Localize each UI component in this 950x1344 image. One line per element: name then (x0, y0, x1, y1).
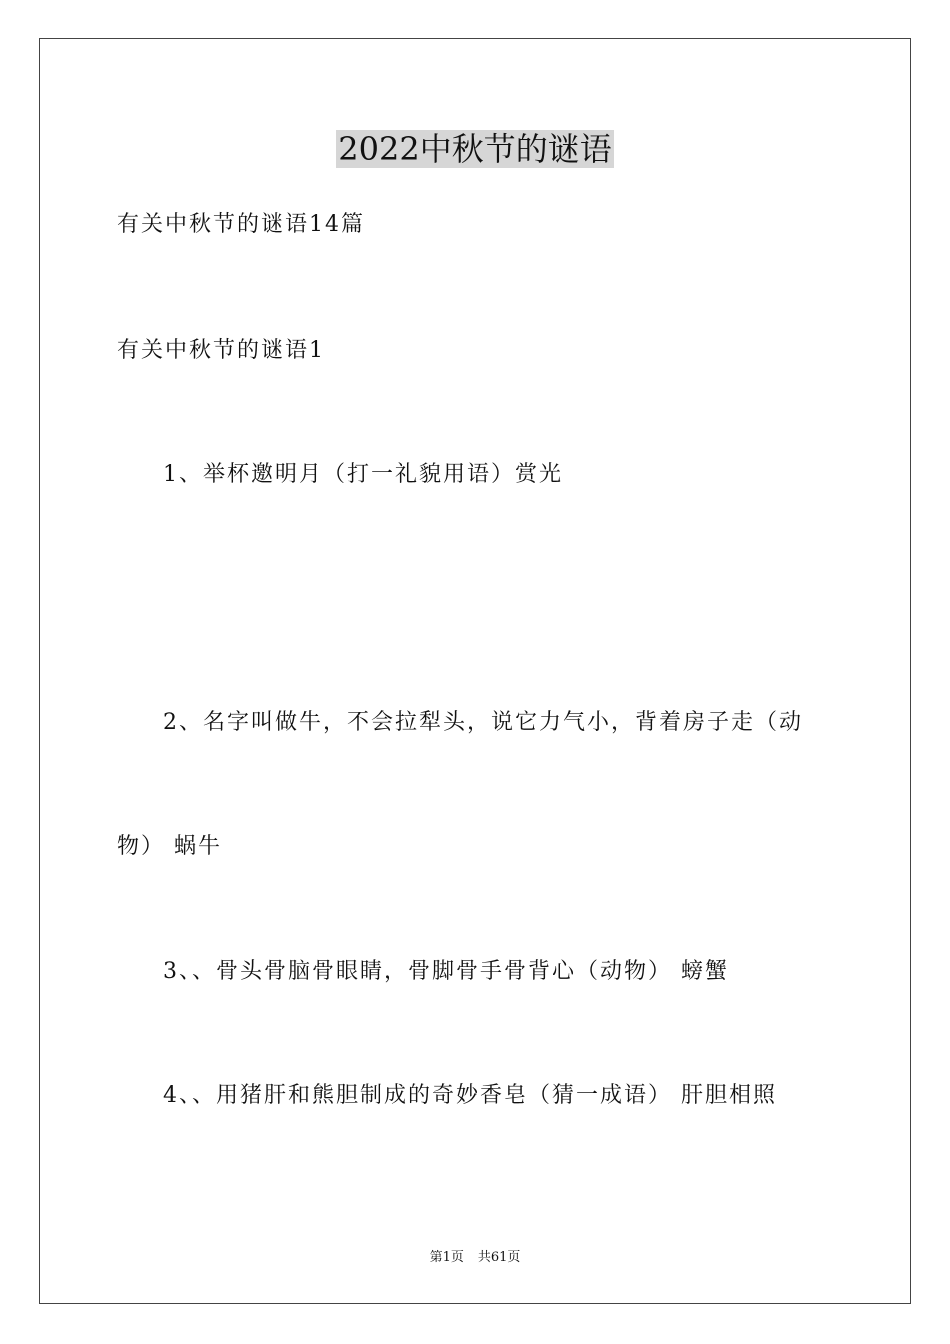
riddle-1: 1、举杯邀明月（打一礼貌用语）赏光 (163, 462, 563, 487)
riddle-4: 4、、用猪肝和熊胆制成的奇妙香皂（猜一成语） 肝胆相照 (163, 1083, 777, 1108)
riddle-2-continued: 物） 蜗牛 (117, 834, 222, 859)
document-title (0, 126, 950, 172)
page-footer (0, 1249, 950, 1267)
page-total: 共61页 (477, 1250, 521, 1265)
riddle-2: 2、名字叫做牛，不会拉犁头，说它力气小，背着房子走（动 (163, 710, 803, 735)
document-subtitle: 有关中秋节的谜语14篇 (117, 212, 365, 237)
section-heading: 有关中秋节的谜语1 (117, 338, 325, 363)
document-title-text: 2022中秋节的谜语 (338, 130, 612, 168)
riddle-3: 3、、骨头骨脑骨眼睛，骨脚骨手骨背心（动物） 螃蟹 (163, 959, 729, 984)
page-number: 第1页 (429, 1250, 464, 1265)
